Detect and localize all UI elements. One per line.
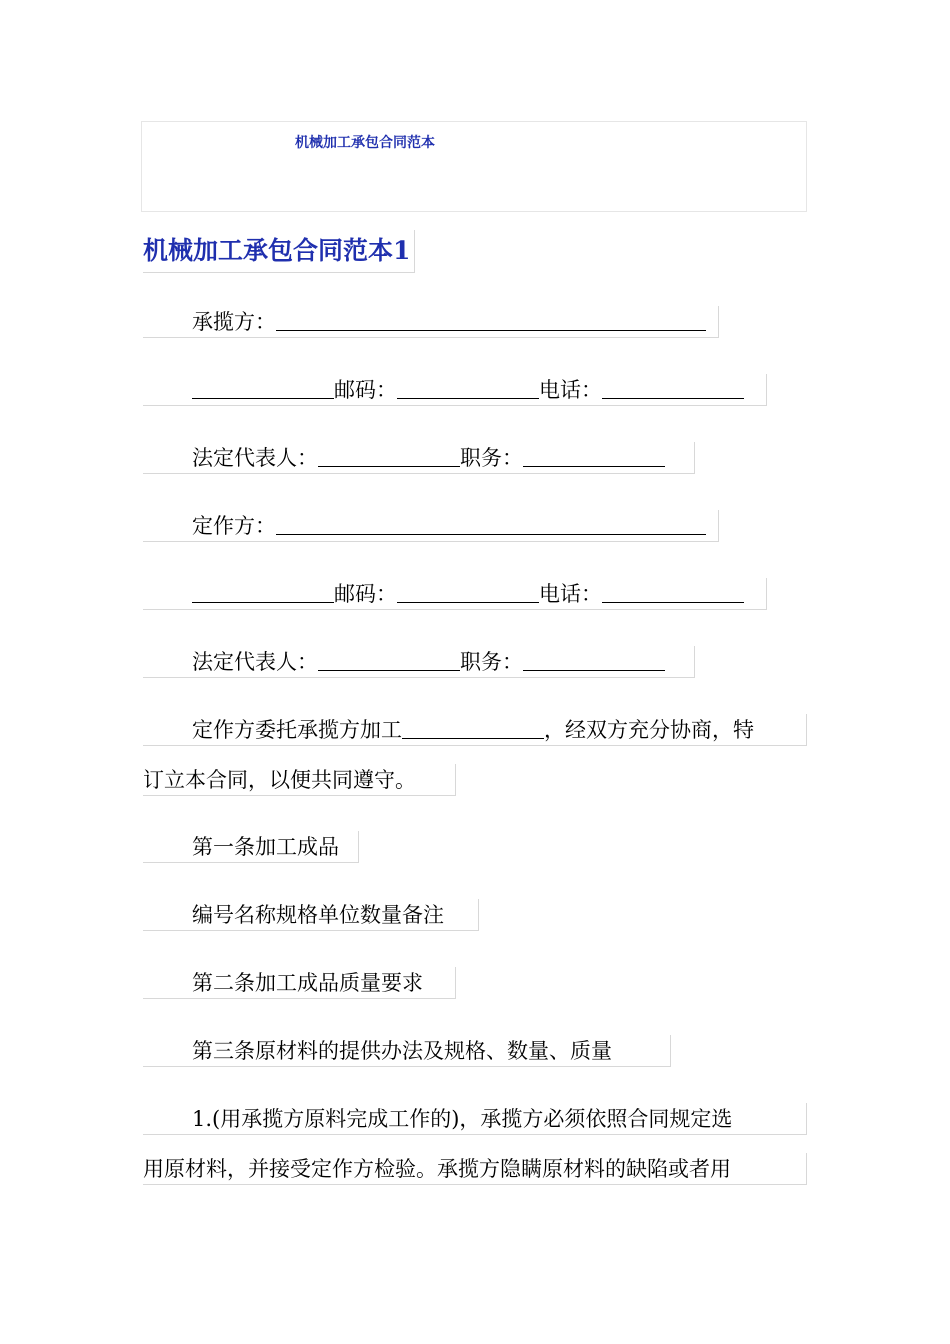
contractor-legal-rep-blank bbox=[318, 446, 460, 467]
client-position-blank bbox=[523, 650, 665, 671]
client-blank bbox=[276, 514, 706, 535]
client-position-label: 职务： bbox=[460, 650, 523, 674]
intro-line-1 bbox=[143, 714, 807, 746]
contractor-blank bbox=[276, 310, 706, 331]
document-title: 机械加工承包合同范本1 bbox=[143, 230, 415, 273]
client-phone-label: 电话： bbox=[539, 582, 602, 606]
page-header bbox=[141, 121, 807, 212]
contractor-legal-rep-label: 法定代表人： bbox=[192, 446, 318, 470]
client-legal-rep-label: 法定代表人： bbox=[192, 650, 318, 674]
contractor-position-blank bbox=[523, 446, 665, 467]
client-label: 定作方： bbox=[192, 514, 276, 538]
client-contact-line bbox=[143, 578, 767, 610]
contractor-postcode-blank bbox=[397, 378, 539, 399]
contractor-phone-label: 电话： bbox=[539, 378, 602, 402]
intro-line-2 bbox=[143, 764, 456, 796]
client-legal-rep-blank bbox=[318, 650, 460, 671]
article-1-text: 第一条加工成品 bbox=[192, 835, 339, 859]
client-postcode-blank bbox=[397, 582, 539, 603]
contractor-position-label: 职务： bbox=[460, 446, 523, 470]
intro-product-blank bbox=[402, 718, 544, 739]
article-1-heading bbox=[143, 831, 359, 863]
item-1-line-2 bbox=[143, 1153, 807, 1185]
item-1-text-a: 1.(用承揽方原料完成工作的)，承揽方必须依照合同规定选 bbox=[192, 1107, 733, 1131]
article-2-text: 第二条加工成品质量要求 bbox=[192, 971, 423, 995]
intro-text-c: 订立本合同，以便共同遵守。 bbox=[143, 768, 416, 792]
header-title: 机械加工承包合同范本 bbox=[295, 135, 435, 151]
intro-text-a: 定作方委托承揽方加工 bbox=[192, 718, 402, 742]
contractor-label: 承揽方： bbox=[192, 310, 276, 334]
client-phone-blank bbox=[602, 582, 744, 603]
client-postcode-label: 邮码： bbox=[334, 582, 397, 606]
client-rep-line bbox=[143, 646, 695, 678]
item-1-line-1 bbox=[143, 1103, 807, 1135]
article-1-columns-text: 编号名称规格单位数量备注 bbox=[192, 903, 444, 927]
article-1-columns bbox=[143, 899, 479, 931]
contractor-postcode-label: 邮码： bbox=[334, 378, 397, 402]
contractor-address-blank bbox=[192, 378, 334, 399]
intro-text-b: ，经双方充分协商，特 bbox=[544, 718, 754, 742]
article-2-heading bbox=[143, 967, 456, 999]
article-3-text: 第三条原材料的提供办法及规格、数量、质量 bbox=[192, 1039, 612, 1063]
client-line bbox=[143, 510, 719, 542]
contractor-rep-line bbox=[143, 442, 695, 474]
item-1-text-b: 用原材料，并接受定作方检验。承揽方隐瞒原材料的缺陷或者用 bbox=[143, 1157, 731, 1181]
contractor-line bbox=[143, 306, 719, 338]
contractor-phone-blank bbox=[602, 378, 744, 399]
article-3-heading bbox=[143, 1035, 671, 1067]
client-address-blank bbox=[192, 582, 334, 603]
contractor-contact-line bbox=[143, 374, 767, 406]
